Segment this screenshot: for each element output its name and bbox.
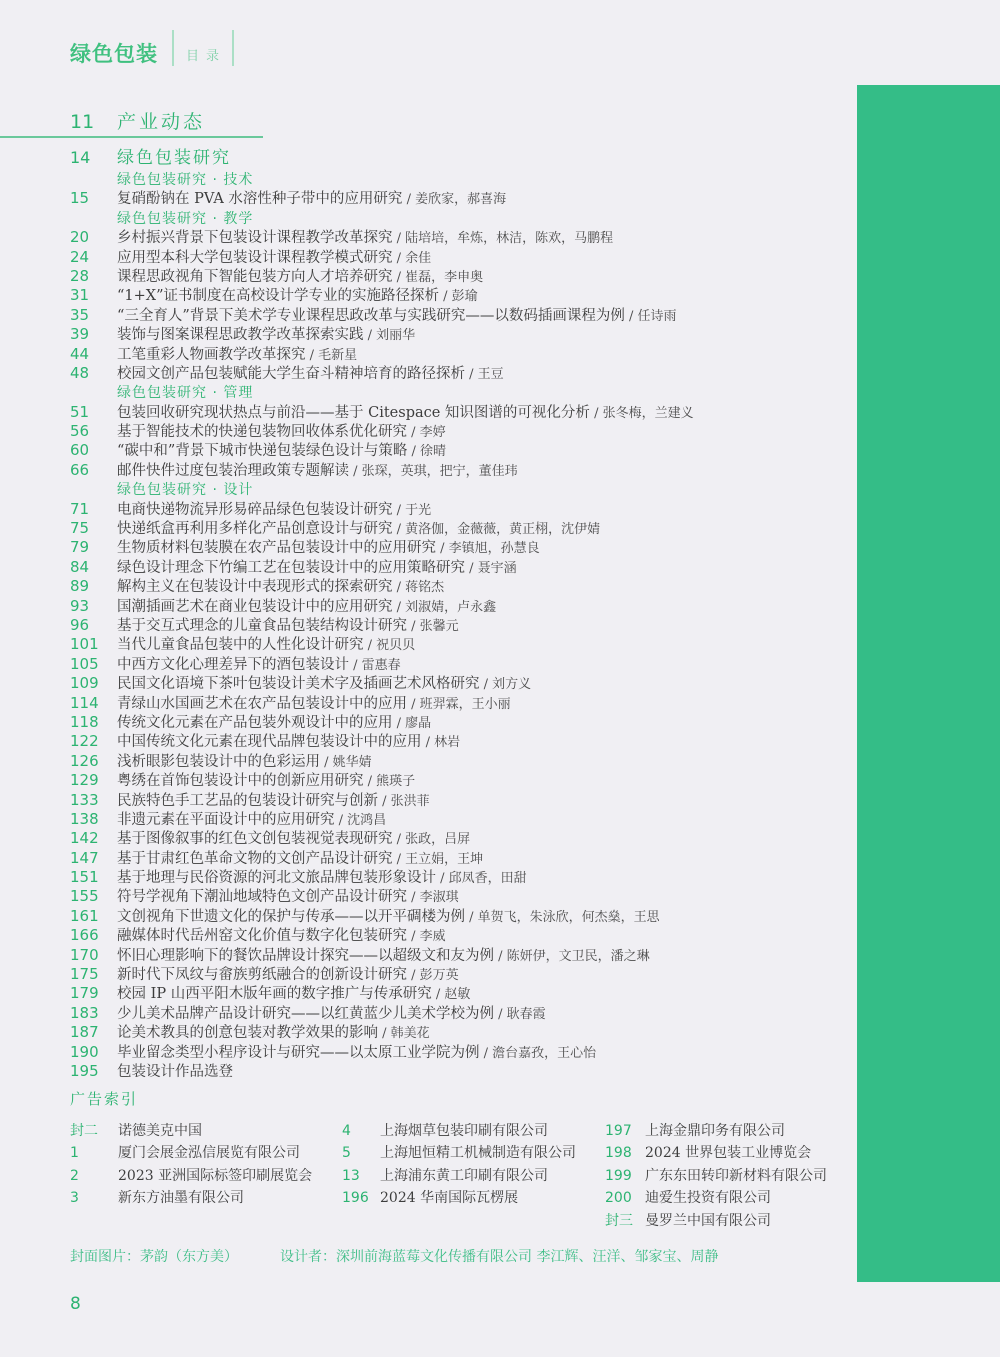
toc-title: 少儿美术品牌产品设计研究——以红黄蓝少儿美术学校为例 — [117, 1005, 494, 1022]
ad-company-name: 迪爱生投资有限公司 — [645, 1190, 771, 1207]
toc-entry-row — [70, 634, 870, 653]
toc-entry-row — [70, 1061, 870, 1080]
ad-page-number: 封三 — [605, 1212, 633, 1229]
toc-page-number: 66 — [70, 460, 90, 479]
toc-title: 绿色包装研究 · 管理 — [117, 385, 254, 402]
toc-entry-row — [70, 518, 870, 537]
ad-index-row — [605, 1210, 827, 1232]
ad-index-row — [342, 1120, 576, 1142]
toc-page-number: 84 — [70, 557, 90, 576]
toc-entry-row — [70, 247, 870, 266]
toc-entry-row — [70, 945, 870, 964]
toc-title: 生物质材料包装膜在农产品包装设计中的应用研究 — [117, 540, 436, 557]
toc-entry-row — [70, 1042, 870, 1061]
toc-section-row — [70, 146, 870, 169]
toc-entry-row — [70, 227, 870, 246]
toc-title: 国潮插画艺术在商业包装设计中的应用研究 — [117, 598, 393, 615]
ad-index-row — [70, 1165, 312, 1187]
ad-index — [70, 1088, 850, 1248]
toc-page-number: 56 — [70, 422, 90, 441]
toc-page-number: 44 — [70, 344, 90, 363]
toc-entry-row — [70, 285, 870, 304]
ad-index-row — [605, 1120, 827, 1142]
toc-authors: / 刘淑婧，卢永鑫 — [392, 599, 497, 615]
toc-title: 论美术教具的创意包装对教学效果的影响 — [117, 1025, 378, 1042]
toc-authors: / 李婷 — [407, 425, 446, 441]
toc-page-number: 142 — [70, 829, 99, 848]
toc-title: 课程思政视角下智能包装方向人才培养研究 — [117, 268, 393, 285]
toc-title: 绿色包装研究 · 设计 — [117, 482, 254, 499]
ad-company-name: 2024 世界包装工业博览会 — [645, 1145, 812, 1162]
green-rule — [0, 136, 263, 138]
ad-company-name: 2023 亚洲国际标签印刷展览会 — [118, 1167, 313, 1184]
toc-entry-row — [70, 344, 870, 363]
toc-authors: / 祝贝贝 — [363, 638, 416, 654]
toc-page-number: 118 — [70, 712, 99, 731]
toc-title: 包装回收研究现状热点与前沿——基于 Citespace 知识图谱的可视化分析 — [117, 404, 590, 421]
masthead — [70, 30, 234, 66]
toc-page-number: 48 — [70, 363, 90, 382]
toc-entry-row — [70, 828, 870, 847]
ad-company-name: 2024 华南国际瓦楞展 — [380, 1190, 519, 1207]
toc-authors: / 班羿霖，王小丽 — [407, 696, 511, 712]
toc-title: 基于交互式理念的儿童食品包装结构设计研究 — [117, 617, 407, 634]
toc-page-number: 39 — [70, 325, 90, 344]
toc-subsection-row — [70, 208, 870, 227]
toc-authors: / 雷惠春 — [349, 657, 401, 673]
toc-page-number: 15 — [70, 189, 90, 208]
toc-authors: / 熊瑛子 — [363, 774, 416, 790]
magazine-logo: 绿色包装 — [70, 42, 158, 66]
toc-entry-row — [70, 576, 870, 595]
toc-entry-row — [70, 983, 870, 1002]
ad-page-number: 1 — [70, 1145, 79, 1162]
ad-index-title: 广告索引 — [70, 1090, 139, 1108]
toc-entry-row — [70, 557, 870, 576]
ad-page-number: 199 — [605, 1167, 632, 1184]
toc-entry-row — [70, 809, 870, 828]
ad-index-row — [605, 1165, 827, 1187]
toc-authors: / 刘丽华 — [363, 328, 416, 344]
ad-company-name: 厦门会展金泓信展览有限公司 — [118, 1145, 300, 1162]
toc-authors: / 陈妍伊，文卫民，潘之琳 — [494, 948, 650, 964]
ad-page-number: 197 — [605, 1123, 632, 1139]
toc-authors: / 林岩 — [421, 735, 461, 751]
toc-title: 基于图像叙事的红色文创包装视觉表现研究 — [117, 831, 393, 848]
toc-entry-row — [70, 460, 870, 479]
toc-page-number: 51 — [70, 402, 90, 421]
toc-authors: / 耿春霞 — [494, 1006, 546, 1022]
toc-title: 绿色包装研究 · 教学 — [117, 210, 254, 227]
toc-authors: / 刘方义 — [479, 677, 532, 693]
toc-page-number: 147 — [70, 848, 99, 867]
toc-title: 民国文化语境下茶叶包装设计美术字及插画艺术风格研究 — [117, 676, 480, 693]
toc-title: 解构主义在包装设计中表现形式的探索研究 — [117, 579, 393, 596]
toc-title: 传统文化元素在产品包装外观设计中的应用 — [117, 714, 393, 731]
toc-authors: / 黄洛伽，金薇薇，黄正栩，沈伊婧 — [392, 522, 601, 538]
toc-title: 怀旧心理影响下的餐饮品牌设计探究——以超级文和友为例 — [117, 947, 494, 964]
folio-page-number: 8 — [70, 1294, 81, 1314]
toc-entry-row — [70, 305, 870, 324]
toc-entry-row — [70, 363, 870, 382]
toc-title: 融媒体时代岳州窑文化价值与数字化包装研究 — [117, 928, 407, 945]
toc-authors: / 澹台嘉孜，王心怡 — [479, 1045, 597, 1061]
ad-index-row — [605, 1187, 827, 1209]
toc-title: 邮件快件过度包装治理政策专题解读 — [117, 462, 349, 479]
toc-page-number: 79 — [70, 538, 90, 557]
toc-authors: / 徐晴 — [407, 444, 446, 460]
toc-entry-row — [70, 596, 870, 615]
ad-index-row — [342, 1142, 576, 1164]
toc-title: “三全育人”背景下美术学专业课程思政改革与实践研究——以数码插画课程为例 — [117, 307, 625, 324]
toc-title: 基于甘肃红色革命文物的文创产品设计研究 — [117, 850, 393, 867]
toc-page-number: 195 — [70, 1061, 99, 1080]
toc-page-number: 75 — [70, 519, 90, 538]
toc-entry-row — [70, 790, 870, 809]
toc-entry-row — [70, 402, 870, 421]
toc-authors: / 李镇旭，孙慧良 — [436, 541, 540, 557]
toc-entry-row — [70, 906, 870, 925]
toc-title: 绿色包装研究 — [117, 148, 231, 168]
toc-page-number: 155 — [70, 887, 99, 906]
toc-page-number: 151 — [70, 868, 99, 887]
toc-title: 包装设计作品选登 — [117, 1063, 233, 1080]
toc-title: 乡村振兴背景下包装设计课程教学改革探究 — [117, 230, 393, 247]
ad-page-number: 封二 — [70, 1123, 98, 1139]
toc-entry-row — [70, 693, 870, 712]
ad-page-number: 5 — [342, 1145, 351, 1162]
toc-title: 电商快递物流异形易碎品绿色包装设计研究 — [117, 501, 393, 518]
toc-authors: / 李淑琪 — [407, 890, 459, 906]
toc-entry-row — [70, 1003, 870, 1022]
toc-authors: / 张冬梅，兰建义 — [589, 405, 694, 421]
toc-entry-row — [70, 867, 870, 886]
toc-page-number: 187 — [70, 1023, 99, 1042]
credits-line — [70, 1246, 718, 1266]
toc-entry-row — [70, 770, 870, 789]
toc-page-number: 101 — [70, 635, 99, 654]
toc-entry-row — [70, 673, 870, 692]
toc-title: 非遗元素在平面设计中的应用研究 — [117, 811, 335, 828]
toc-title: 绿色包装研究 · 技术 — [117, 172, 254, 188]
ad-index-row — [342, 1165, 576, 1187]
toc-page-number: 126 — [70, 751, 99, 770]
toc-authors: / 毛新星 — [305, 347, 358, 363]
toc-authors: / 彭万英 — [407, 968, 459, 984]
toc-entry-row — [70, 731, 870, 750]
toc-title: “1+X”证书制度在高校设计学专业的实施路径探析 — [117, 288, 440, 305]
toc-entry-row — [70, 499, 870, 518]
toc-page-number: 175 — [70, 965, 99, 984]
cover-credit: 封面图片：茅韵（东方美） — [70, 1249, 238, 1265]
toc-entry-row — [70, 925, 870, 944]
toc-page-number: 93 — [70, 596, 90, 615]
toc-authors: / 韩美花 — [378, 1026, 430, 1042]
toc-entry-row — [70, 751, 870, 770]
ad-company-name: 上海金鼎印务有限公司 — [645, 1123, 785, 1139]
toc-entry-row — [70, 266, 870, 285]
ad-page-number: 196 — [342, 1190, 369, 1207]
toc-title: 校园 IP 山西平阳木版年画的数字推广与传承研究 — [117, 986, 432, 1003]
toc-authors: / 于光 — [392, 502, 432, 518]
toc-authors: / 聂宇涵 — [465, 560, 517, 576]
toc-page-number: 114 — [70, 693, 99, 712]
toc-title: 校园文创产品包装赋能大学生奋斗精神培育的路径探析 — [117, 365, 465, 382]
toc-title: 毕业留念类型小程序设计与研究——以太原工业学院为例 — [117, 1044, 480, 1061]
right-green-panel — [857, 85, 1000, 1282]
ad-index-row — [70, 1120, 312, 1142]
contents-label: 目录 — [186, 49, 227, 64]
toc-title: 中国传统文化元素在现代品牌包装设计中的应用 — [117, 734, 422, 751]
toc-title: 复硝酚钠在 PVA 水溶性种子带中的应用研究 — [117, 191, 403, 208]
ad-index-column — [70, 1120, 312, 1210]
toc-page-number: 170 — [70, 945, 99, 964]
toc-page-number: 179 — [70, 984, 99, 1003]
toc-authors: / 赵敏 — [431, 987, 471, 1003]
toc-page-number: 71 — [70, 499, 90, 518]
divider-bar — [232, 30, 234, 66]
ad-company-name: 上海旭恒精工机械制造有限公司 — [380, 1145, 576, 1162]
toc-page-number: 20 — [70, 228, 90, 247]
toc-page-number: 105 — [70, 654, 99, 673]
toc-authors: / 单贺飞，朱泳欣，何杰燊，王思 — [465, 909, 660, 925]
ad-page-number: 2 — [70, 1167, 79, 1184]
toc-entry-row — [70, 324, 870, 343]
toc-page-number: 96 — [70, 615, 90, 634]
toc-entry-row — [70, 712, 870, 731]
toc-authors: / 余佳 — [392, 250, 432, 266]
toc-authors: / 张琛，英琪，把宁，董佳玮 — [349, 463, 518, 479]
toc-title: 民族特色手工艺品的包装设计研究与创新 — [117, 792, 378, 809]
section-title: 产业动态 — [117, 111, 206, 133]
toc-page-number: 183 — [70, 1003, 99, 1022]
toc-title: 装饰与图案课程思政教学改革探索实践 — [117, 327, 364, 344]
designer-credit: 设计者：深圳前海蓝莓文化传播有限公司 李江辉、汪洋、邹家宝、周静 — [280, 1249, 719, 1265]
toc-title: 快递纸盒再利用多样化产品创意设计与研究 — [117, 521, 393, 538]
ad-company-name: 上海烟草包装印刷有限公司 — [380, 1123, 548, 1139]
toc-entry-row — [70, 421, 870, 440]
toc-authors: / 邱凤香，田甜 — [436, 871, 527, 887]
toc-title: 基于地理与民俗资源的河北文旅品牌包装形象设计 — [117, 870, 436, 887]
toc-authors: / 张洪菲 — [378, 793, 430, 809]
toc-title: 新时代下凤纹与畲族剪纸融合的创新设计研究 — [117, 967, 407, 984]
ad-index-row — [70, 1142, 312, 1164]
toc-page-number: 133 — [70, 790, 99, 809]
toc-subsection-row — [70, 382, 870, 401]
toc-page-number: 166 — [70, 926, 99, 945]
toc-authors: / 李威 — [407, 929, 446, 945]
toc-authors: / 崔磊，李申奥 — [392, 269, 484, 285]
ad-company-name: 诺德美克中国 — [118, 1123, 202, 1139]
toc-subsection-row — [70, 479, 870, 498]
section-industry-news — [70, 107, 205, 134]
toc-entry-row — [70, 615, 870, 634]
toc-subsection-row — [70, 169, 870, 188]
ad-page-number: 13 — [342, 1167, 360, 1184]
ad-page-number: 3 — [70, 1190, 79, 1207]
toc-entry-row — [70, 886, 870, 905]
ad-index-column — [342, 1120, 576, 1210]
toc-entry-row — [70, 1022, 870, 1041]
ad-index-row — [342, 1187, 576, 1209]
ad-company-name: 广东东田转印新材料有限公司 — [645, 1167, 827, 1184]
divider-bar — [172, 30, 174, 66]
toc-entry-row — [70, 188, 870, 207]
toc-title: 当代儿童食品包装中的人性化设计研究 — [117, 637, 364, 654]
toc-page-number: 14 — [70, 148, 91, 167]
ad-company-name: 上海浦东黄工印刷有限公司 — [380, 1167, 548, 1184]
toc-authors: / 王立娟，王坤 — [392, 851, 484, 867]
ad-company-name: 新东方油墨有限公司 — [118, 1190, 244, 1207]
ad-page-number: 198 — [605, 1145, 632, 1162]
toc-authors: / 彭瑜 — [439, 289, 478, 305]
toc-entry-row — [70, 440, 870, 459]
toc-title: 应用型本科大学包装设计课程教学模式研究 — [117, 249, 393, 266]
toc-page-number: 161 — [70, 906, 99, 925]
toc-authors: / 沈鸿昌 — [334, 812, 387, 828]
toc-title: 浅析眼影包装设计中的色彩运用 — [117, 753, 320, 770]
toc-entry-row — [70, 964, 870, 983]
toc-page-number: 129 — [70, 771, 99, 790]
toc-authors: / 姜欣家，郝喜海 — [402, 192, 507, 208]
toc-page-number: 109 — [70, 674, 99, 693]
toc-page-number: 31 — [70, 286, 90, 305]
toc-authors: / 张政，吕屏 — [392, 832, 471, 848]
toc-title: 基于智能技术的快递包装物回收体系优化研究 — [117, 424, 407, 441]
toc-authors: / 姚华婧 — [320, 754, 372, 770]
toc-authors: / 陆培培，牟炼，林洁，陈欢，马鹏程 — [392, 231, 614, 247]
ad-company-name: 曼罗兰中国有限公司 — [645, 1212, 771, 1229]
toc-page-number: 28 — [70, 266, 90, 285]
toc-page-number: 60 — [70, 441, 90, 460]
toc-authors: / 蒋铭杰 — [392, 580, 445, 596]
toc-authors: / 任诗雨 — [624, 308, 677, 324]
toc-title: 符号学视角下潮汕地域特色文创产品设计研究 — [117, 889, 407, 906]
toc-title: 粤绣在首饰包装设计中的创新应用研究 — [117, 773, 364, 790]
toc-entry-row — [70, 654, 870, 673]
ad-index-column — [605, 1120, 827, 1232]
toc-title: 绿色设计理念下竹编工艺在包装设计中的应用策略研究 — [117, 559, 465, 576]
toc-title: “碳中和”背景下城市快递包装绿色设计与策略 — [117, 443, 408, 460]
toc-list — [70, 146, 870, 1080]
toc-page-number: 11 — [70, 111, 95, 133]
toc-title: 工笔重彩人物画教学改革探究 — [117, 346, 306, 363]
toc-page-number: 138 — [70, 809, 99, 828]
toc-authors: / 廖晶 — [392, 715, 432, 731]
toc-title: 青绿山水国画艺术在农产品包装设计中的应用 — [117, 695, 407, 712]
toc-entry-row — [70, 848, 870, 867]
toc-page-number: 89 — [70, 577, 90, 596]
ad-page-number: 200 — [605, 1190, 632, 1207]
toc-page-number: 190 — [70, 1042, 99, 1061]
ad-page-number: 4 — [342, 1123, 351, 1139]
toc-title: 中西方文化心理差异下的酒包装设计 — [117, 656, 349, 673]
toc-page-number: 122 — [70, 732, 99, 751]
toc-authors: / 王豆 — [465, 366, 504, 382]
toc-title: 文创视角下世遗文化的保护与传承——以开平碉楼为例 — [117, 908, 465, 925]
toc-page-number: 24 — [70, 247, 90, 266]
toc-entry-row — [70, 537, 870, 556]
ad-index-row — [70, 1187, 312, 1209]
toc-authors: / 张馨元 — [407, 618, 459, 634]
ad-index-row — [605, 1142, 827, 1164]
toc-page-number: 35 — [70, 305, 90, 324]
